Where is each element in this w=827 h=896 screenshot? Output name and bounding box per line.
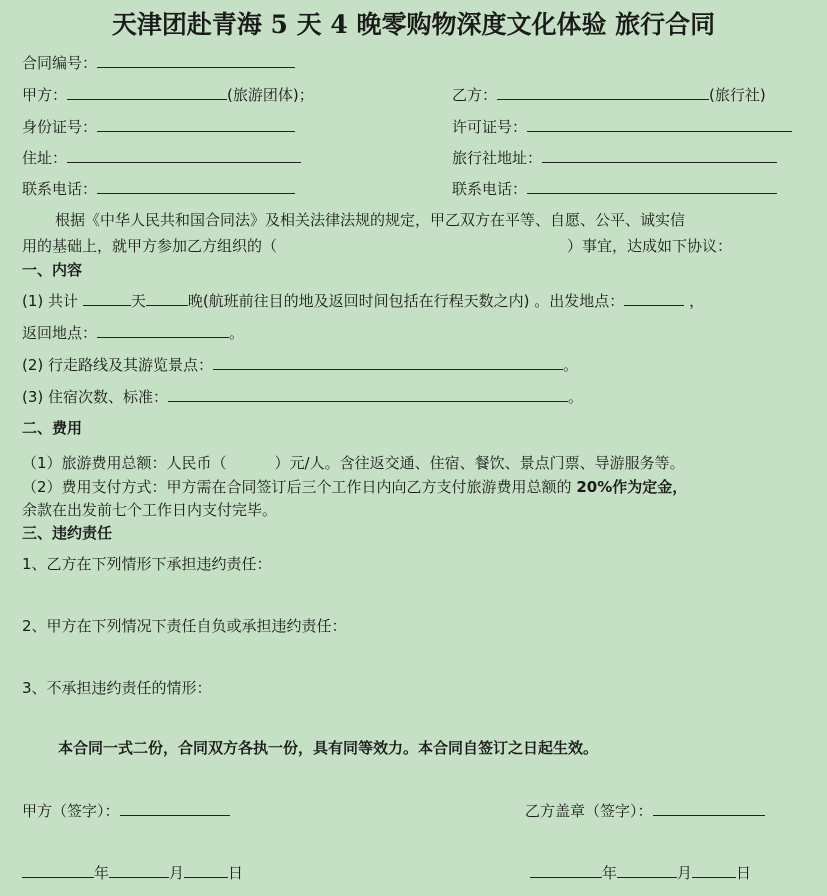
contract-no-row: 合同编号： [22, 52, 295, 73]
return-field[interactable] [97, 322, 229, 338]
intro-line-1: 根据《中华人民共和国合同法》及相关法律法规的规定，甲乙双方在平等、自愿、公平、诚实信 [55, 211, 686, 229]
section-2-heading: 二、费用 [22, 419, 83, 437]
phone-b-row: 联系电话： [452, 178, 777, 199]
section-3-item-2: 2、甲方在下列情况下责任自负或承担违约责任： [22, 617, 347, 635]
lodging-field[interactable] [168, 386, 568, 402]
party-b-field[interactable] [497, 84, 709, 100]
license-no-row: 许可证号： [452, 116, 792, 137]
party-a-signature-field[interactable] [120, 800, 230, 816]
day-field[interactable] [692, 862, 736, 878]
party-b-signature-field[interactable] [653, 800, 765, 816]
section-3-item-3: 3、不承担违约责任的情形： [22, 679, 212, 697]
days-field[interactable] [83, 290, 131, 306]
day-field[interactable] [184, 862, 228, 878]
nights-field[interactable] [146, 290, 188, 306]
address-field[interactable] [67, 147, 301, 163]
license-no-field[interactable] [527, 116, 792, 132]
contract-no-field[interactable] [97, 52, 295, 68]
agency-address-field[interactable] [542, 147, 777, 163]
agency-address-row: 旅行社地址： [452, 147, 777, 168]
section-2-item-2-cont: 余款在出发前七个工作日内支付完毕。 [22, 501, 278, 519]
party-a-field[interactable] [67, 84, 227, 100]
party-a-signature-row: 甲方（签字）： [22, 800, 230, 821]
address-row: 住址： [22, 147, 301, 168]
section-1-item-3: (3) 住宿次数、标准： 。 [22, 388, 584, 406]
phone-b-field[interactable] [527, 178, 777, 194]
party-b-signature-row: 乙方盖章（签字）： [525, 800, 765, 821]
route-field[interactable] [213, 354, 563, 370]
month-field[interactable] [109, 862, 169, 878]
section-2-item-1: （1）旅游费用总额：人民币（ ）元/人。含往返交通、住宿、餐饮、景点门票、导游服务等。 [22, 454, 685, 472]
party-a-row: 甲方： (旅游团体)； [22, 86, 314, 104]
section-2-item-2: （2）费用支付方式：甲方需在合同签订后三个工作日内向乙方支付旅游费用总额的 20%作为定金， [22, 478, 688, 496]
section-1-item-2: (2) 行走路线及其游览景点： 。 [22, 356, 579, 374]
section-1-item-1: (1) 共计 天 晚(航班前往目的地及返回时间包括在行程天数之内) 。出发地点： ， [22, 292, 705, 310]
party-b-date-row: 年 月 日 [530, 862, 751, 883]
party-b-row: 乙方： (旅行社) [452, 86, 766, 104]
section-3-heading: 三、违约责任 [22, 524, 113, 542]
closing-statement: 本合同一式二份，合同双方各执一份，具有同等效力。本合同自签订之日起生效。 [58, 739, 599, 757]
intro-line-2: 用的基础上，就甲方参加乙方组织的（ ）事宜，达成如下协议： [22, 237, 733, 255]
section-1-heading: 一、内容 [22, 261, 83, 279]
year-field[interactable] [22, 862, 94, 878]
month-field[interactable] [617, 862, 677, 878]
party-a-date-row: 年 月 日 [22, 862, 243, 883]
id-no-field[interactable] [97, 116, 295, 132]
id-no-row: 身份证号： [22, 116, 295, 137]
section-3-item-1: 1、乙方在下列情形下承担违约责任： [22, 555, 272, 573]
document-title: 天津团赴青海 5 天 4 晚零购物深度文化体验 旅行合同 [111, 10, 716, 39]
phone-a-field[interactable] [97, 178, 295, 194]
phone-a-row: 联系电话： [22, 178, 295, 199]
return-row: 返回地点： 。 [22, 324, 245, 342]
departure-field[interactable] [624, 290, 684, 306]
year-field[interactable] [530, 862, 602, 878]
